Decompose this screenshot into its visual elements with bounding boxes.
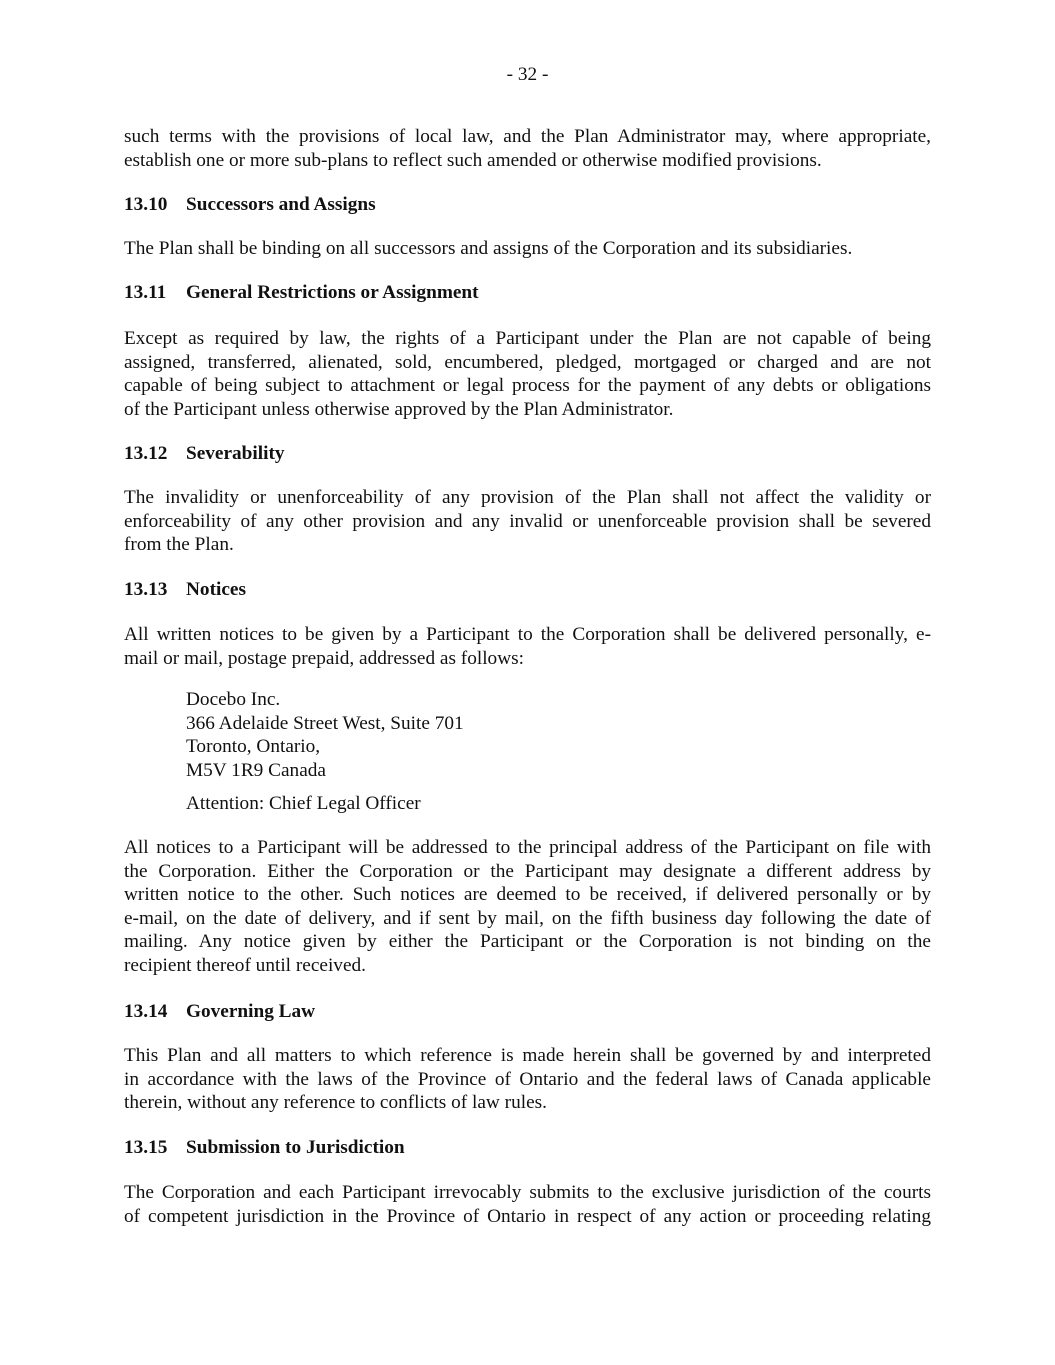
paragraph bbox=[124, 623, 931, 670]
text-line: This Plan and all matters to which reference is made herein shall be governed by and interpreted bbox=[124, 1045, 931, 1066]
text-line: of the Participant unless otherwise approved by the Plan Administrator. bbox=[124, 398, 674, 420]
section-title: Severability bbox=[186, 443, 285, 464]
text-line: Toronto, Ontario, bbox=[186, 736, 321, 758]
text-line: of competent jurisdiction in the Province of Ontario in respect of any action or proceeding relating bbox=[124, 1205, 931, 1227]
paragraph bbox=[124, 486, 931, 557]
text-line: assigned, transferred, alienated, sold, encumbered, pledged, mortgaged or charged and are not bbox=[124, 351, 931, 373]
paragraph bbox=[124, 1044, 931, 1115]
paragraph bbox=[124, 836, 931, 978]
section-number: 13.15 bbox=[124, 1137, 168, 1158]
text-line: enforceability of any other provision and any invalid or unenforceable provision shall be severed bbox=[124, 510, 931, 532]
section-title: Notices bbox=[186, 579, 246, 600]
section-title: Submission to Jurisdiction bbox=[186, 1137, 405, 1158]
section-heading bbox=[124, 1136, 931, 1160]
section-title: Governing Law bbox=[186, 1001, 316, 1022]
text-line: Docebo Inc. bbox=[186, 689, 281, 710]
paragraph bbox=[124, 237, 931, 261]
text-line: The Plan shall be binding on all successors and assigns of the Corporation and its subsidiaries. bbox=[124, 238, 853, 259]
text-line: from the Plan. bbox=[124, 534, 234, 556]
text-line: All notices to a Participant will be addressed to the principal address of the Participant on file with bbox=[124, 837, 931, 858]
text-line: M5V 1R9 Canada bbox=[186, 759, 326, 781]
text-line: Attention: Chief Legal Officer bbox=[186, 793, 421, 814]
section-title: General Restrictions or Assignment bbox=[186, 282, 479, 303]
paragraph bbox=[124, 125, 931, 172]
section-heading bbox=[124, 193, 931, 217]
section-heading bbox=[124, 442, 931, 466]
section-number: 13.10 bbox=[124, 194, 168, 215]
text-line: establish one or more sub-plans to reflect such amended or otherwise modified provisions. bbox=[124, 149, 822, 171]
text-line: mail or mail, postage prepaid, addressed as follows: bbox=[124, 647, 524, 669]
address-block bbox=[186, 792, 421, 816]
section-number: 13.14 bbox=[124, 1001, 168, 1022]
text-line: The Corporation and each Participant irrevocably submits to the exclusive jurisdiction of the courts bbox=[124, 1182, 931, 1203]
paragraph bbox=[124, 1181, 931, 1228]
text-line: 366 Adelaide Street West, Suite 701 bbox=[186, 712, 464, 734]
section-heading bbox=[124, 281, 931, 305]
text-line: The invalidity or unenforceability of any provision of the Plan shall not affect the validity or bbox=[124, 487, 931, 508]
section-heading bbox=[124, 1000, 931, 1024]
section-number: 13.13 bbox=[124, 579, 168, 600]
text-line: such terms with the provisions of local law, and the Plan Administrator may, where appropriate, bbox=[124, 126, 931, 147]
text-line: therein, without any reference to conflicts of law rules. bbox=[124, 1092, 547, 1114]
address-block bbox=[186, 688, 464, 782]
text-line: recipient thereof until received. bbox=[124, 954, 366, 976]
section-title: Successors and Assigns bbox=[186, 194, 376, 215]
paragraph bbox=[124, 327, 931, 421]
text-line: e-mail, on the date of delivery, and if sent by mail, on the fifth business day following the date of bbox=[124, 907, 931, 929]
text-line: capable of being subject to attachment or legal process for the payment of any debts or obligations bbox=[124, 375, 931, 397]
section-heading bbox=[124, 578, 931, 602]
section-number: 13.11 bbox=[124, 282, 167, 303]
text-line: All written notices to be given by a Participant to the Corporation shall be delivered personally, e- bbox=[124, 624, 931, 645]
text-line: Except as required by law, the rights of a Participant under the Plan are not capable of being bbox=[124, 328, 931, 349]
page-number: - 32 - bbox=[506, 64, 549, 85]
text-line: written notice to the other. Such notices are deemed to be received, if delivered personally or by bbox=[124, 884, 931, 906]
text-line: mailing. Any notice given by either the Participant or the Corporation is not binding on the bbox=[124, 931, 931, 953]
section-number: 13.12 bbox=[124, 443, 168, 464]
text-line: in accordance with the laws of the Province of Ontario and the federal laws of Canada applicable bbox=[124, 1068, 931, 1090]
text-line: the Corporation. Either the Corporation or the Participant may designate a different address by bbox=[124, 860, 931, 882]
